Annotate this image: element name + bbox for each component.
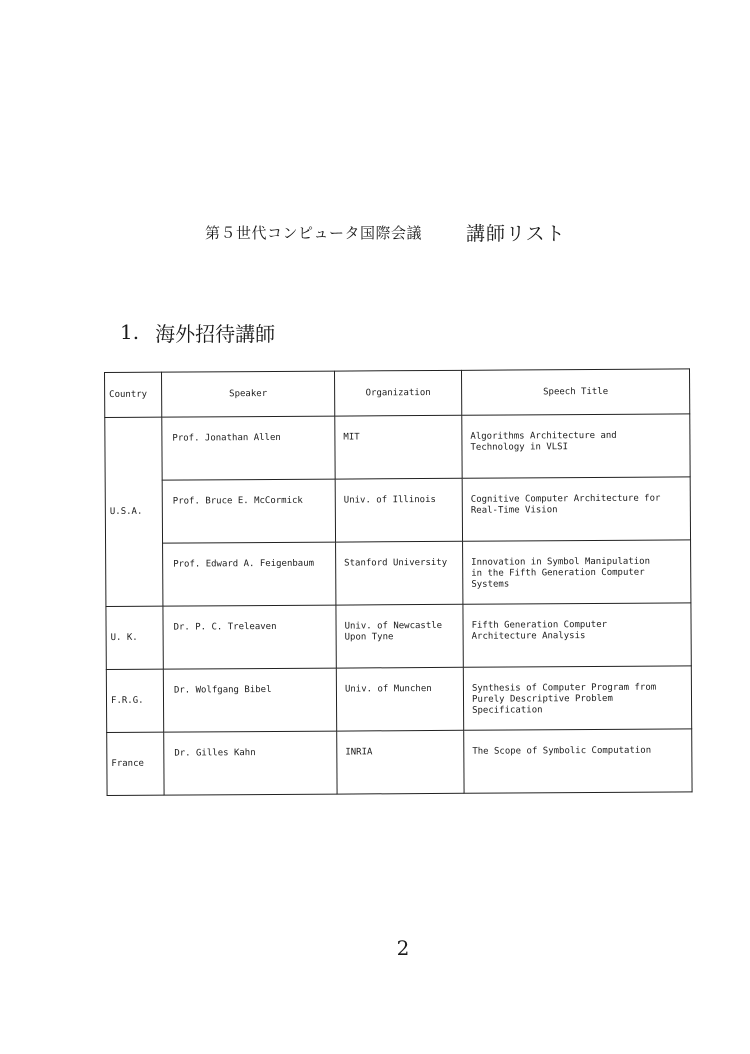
organization-name: Univ. of Illinois bbox=[343, 494, 436, 506]
speaker-name: Prof. Edward A. Feigenbaum bbox=[173, 558, 315, 570]
table-row bbox=[107, 729, 692, 796]
section-heading bbox=[120, 312, 380, 352]
country-cell: F.R.G. bbox=[106, 669, 163, 732]
table-row bbox=[106, 540, 691, 607]
section-number: 1. bbox=[120, 320, 140, 344]
table-row bbox=[105, 414, 690, 481]
page-number: 2 bbox=[396, 936, 410, 960]
speakers-table bbox=[104, 368, 693, 796]
header-organization: Organization bbox=[334, 370, 461, 416]
speaker-cell bbox=[162, 416, 335, 480]
speech-title: Cognitive Computer Architecture for Real-Time Vision bbox=[470, 493, 661, 516]
organization-cell bbox=[337, 730, 464, 794]
organization-name: MIT bbox=[343, 432, 360, 443]
speech-title: Fifth Generation Computer Architecture Analysis bbox=[471, 619, 608, 642]
speech-title: Algorithms Architecture and Technology in VLSI bbox=[470, 430, 617, 453]
organization-name: INRIA bbox=[345, 747, 373, 758]
header-speech-title: Speech Title bbox=[461, 369, 689, 415]
organization-cell bbox=[336, 604, 463, 668]
speaker-name: Prof. Jonathan Allen bbox=[172, 432, 281, 444]
speaker-name: Dr. Wolfgang Bibel bbox=[173, 684, 272, 696]
speech-title: Innovation in Symbol Manipulation in the Fifth Generation Computer Systems bbox=[471, 556, 651, 590]
speech-title: The Scope of Symbolic Computation bbox=[472, 745, 652, 757]
speaker-name: Dr. P. C. Treleaven bbox=[173, 621, 277, 633]
page-title bbox=[205, 216, 625, 248]
organization-name: Univ. of Munchen bbox=[344, 684, 432, 695]
table-row bbox=[105, 477, 690, 544]
organization-cell bbox=[335, 415, 462, 479]
table-row bbox=[106, 603, 691, 670]
country-cell: France bbox=[107, 732, 164, 795]
speaker-cell bbox=[163, 605, 336, 669]
organization-cell bbox=[336, 541, 463, 605]
table-header-row bbox=[105, 369, 690, 418]
header-speaker: Speaker bbox=[162, 371, 335, 417]
speakers-table-wrapper bbox=[104, 368, 697, 812]
speech-title-cell bbox=[464, 729, 692, 793]
speech-title-cell bbox=[462, 414, 690, 478]
table-row bbox=[106, 666, 691, 733]
speaker-cell bbox=[164, 731, 337, 795]
speech-title-cell bbox=[462, 477, 690, 541]
speaker-list-label: 講師リスト bbox=[466, 222, 566, 245]
section-title: 海外招待講師 bbox=[155, 321, 276, 346]
speaker-name: Prof. Bruce E. McCormick bbox=[172, 495, 303, 507]
speaker-cell bbox=[163, 542, 336, 606]
speaker-cell bbox=[163, 668, 336, 732]
organization-cell bbox=[336, 667, 463, 731]
country-cell: U.S.A. bbox=[105, 417, 163, 606]
speech-title-cell bbox=[463, 603, 691, 667]
speech-title: Synthesis of Computer Program from Purely Descriptive Problem Specification bbox=[471, 682, 657, 716]
speech-title-cell bbox=[463, 666, 691, 730]
speaker-name: Dr. Gilles Kahn bbox=[174, 748, 256, 759]
speaker-cell bbox=[162, 479, 335, 543]
organization-cell bbox=[335, 478, 462, 542]
organization-name: Stanford University bbox=[344, 557, 448, 569]
organization-name: Univ. of Newcastle Upon Tyne bbox=[344, 620, 443, 643]
header-country: Country bbox=[105, 372, 162, 417]
speech-title-cell bbox=[463, 540, 691, 604]
conference-title: 第５世代コンピュータ国際会議 bbox=[205, 223, 423, 242]
country-cell: U. K. bbox=[106, 606, 163, 669]
